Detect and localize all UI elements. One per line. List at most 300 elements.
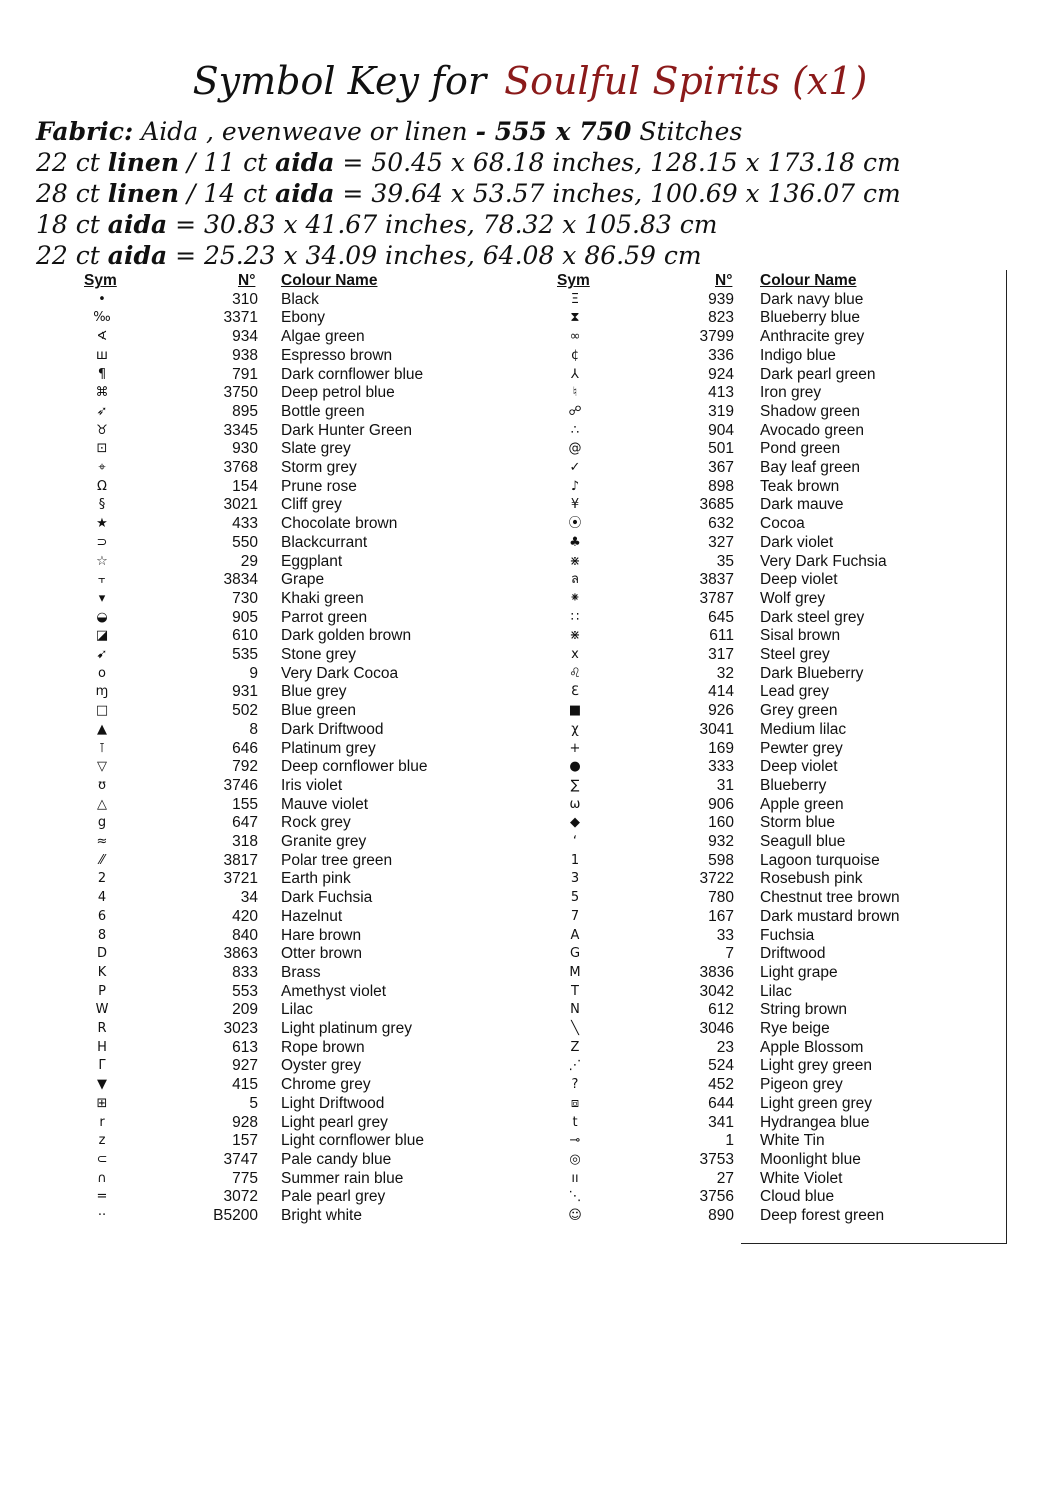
- colour-name: Dark mustard brown: [760, 907, 900, 925]
- count-text: 18 ct: [36, 210, 108, 239]
- count-text: 28 ct: [36, 179, 108, 208]
- stitch-symbol: Ξ: [570, 291, 580, 307]
- stitch-symbol: ▼: [97, 1077, 107, 1093]
- stitch-symbol: ♌: [569, 665, 581, 681]
- stitch-symbol: 4: [97, 890, 107, 906]
- colour-name: Earth pink: [281, 870, 351, 888]
- floss-number: 35: [716, 552, 734, 570]
- floss-number: 333: [708, 758, 734, 776]
- stitch-symbol: T: [571, 983, 579, 999]
- colour-name: Rosebush pink: [760, 870, 863, 888]
- key-row: [0, 1132, 1000, 1151]
- key-row: [0, 1170, 1000, 1189]
- key-row: [0, 496, 1000, 515]
- stitch-symbol: g: [97, 815, 107, 831]
- colour-name: Cliff grey: [281, 496, 342, 514]
- stitch-count: 555 x 750: [494, 117, 632, 146]
- floss-number: 780: [708, 889, 734, 907]
- floss-number: 613: [232, 1038, 258, 1056]
- colour-name: Deep violet: [760, 758, 838, 776]
- key-row: [0, 814, 1000, 833]
- colour-name: Dark Blueberry: [760, 664, 864, 682]
- colour-name: White Violet: [760, 1169, 843, 1187]
- colour-name: Hydrangea blue: [760, 1113, 870, 1131]
- floss-number: 775: [232, 1169, 258, 1187]
- colour-name: Espresso brown: [281, 346, 393, 364]
- stitch-symbol: @: [568, 441, 582, 457]
- stitch-symbol: o: [98, 665, 106, 681]
- stitch-symbol: R: [97, 1021, 107, 1036]
- stitch-symbol: 2: [97, 871, 107, 887]
- floss-number: 3021: [223, 496, 258, 514]
- key-row: [0, 384, 1000, 403]
- floss-number: 154: [232, 477, 258, 495]
- floss-number: 553: [232, 982, 258, 1000]
- colour-name: Dark violet: [760, 533, 834, 551]
- stitch-symbol: ıı: [571, 1170, 579, 1186]
- floss-number: 904: [708, 421, 734, 439]
- key-row: [0, 590, 1000, 609]
- colour-name: Blue green: [281, 702, 356, 720]
- colour-name: Brass: [281, 963, 321, 981]
- floss-number: 924: [708, 365, 734, 383]
- key-row: [0, 534, 1000, 553]
- colour-name: Lilac: [760, 982, 792, 1000]
- colour-name: Pale candy blue: [281, 1150, 392, 1168]
- colour-name: Dark cornflower blue: [281, 365, 424, 383]
- stitch-symbol: ☍: [568, 403, 582, 419]
- fabric-type: linen: [107, 148, 180, 177]
- floss-number: 155: [232, 795, 258, 813]
- stitch-symbol: ➶: [96, 403, 108, 419]
- stitch-symbol: ω: [569, 796, 581, 812]
- colour-name: Moonlight blue: [760, 1150, 861, 1168]
- stitch-symbol: 6: [97, 908, 107, 924]
- colour-name: Slate grey: [281, 440, 351, 458]
- stitch-symbol: ▽: [97, 759, 107, 775]
- key-row: [0, 683, 1000, 702]
- key-row: [0, 627, 1000, 646]
- floss-number: 3072: [223, 1188, 258, 1206]
- page-title: [0, 58, 1060, 104]
- floss-number: 906: [708, 795, 734, 813]
- colour-name: Blackcurrant: [281, 533, 368, 551]
- colour-name: Sisal brown: [760, 627, 841, 645]
- key-row: [0, 553, 1000, 572]
- key-row: [0, 328, 1000, 347]
- floss-number: 791: [232, 365, 258, 383]
- key-row: [0, 646, 1000, 665]
- floss-number: 169: [708, 739, 734, 757]
- stitch-symbol: ☆: [96, 553, 108, 569]
- stitch-suffix: Stitches: [631, 117, 743, 146]
- colour-name: White Tin: [760, 1132, 825, 1150]
- stitch-symbol: ⊸: [569, 1133, 581, 1149]
- fabric-line-5: [36, 240, 1046, 271]
- stitch-symbol: △: [97, 796, 107, 812]
- stitch-symbol: ⋇: [569, 628, 581, 644]
- floss-number: 612: [708, 1001, 734, 1019]
- fabric-type: aida: [107, 241, 168, 270]
- key-row: [0, 721, 1000, 740]
- fabric-type: aida: [275, 179, 335, 208]
- size-text: = 30.83 x 41.67 inches, 78.32 x 105.83 cm: [167, 210, 718, 239]
- key-row: [0, 889, 1000, 908]
- stitch-symbol: M: [569, 964, 581, 980]
- floss-number: 895: [232, 402, 258, 420]
- floss-number: 3787: [699, 589, 734, 607]
- stitch-symbol: ∩: [97, 1170, 107, 1186]
- stitch-symbol: A: [570, 927, 580, 943]
- colour-name: Lilac: [281, 1001, 313, 1019]
- colour-name: Medium lilac: [760, 720, 847, 738]
- stitch-symbol: ◪: [95, 628, 109, 644]
- floss-number: 823: [708, 309, 734, 327]
- key-row: [0, 1114, 1000, 1133]
- colour-name: Apple Blossom: [760, 1038, 864, 1056]
- floss-number: 934: [232, 328, 258, 346]
- key-row: [0, 422, 1000, 441]
- floss-number: 939: [708, 290, 734, 308]
- fabric-line-3: [36, 178, 1046, 209]
- stitch-symbol: ╲: [571, 1021, 579, 1036]
- stitch-symbol: ล: [571, 572, 579, 588]
- stitch-symbol: G: [569, 946, 581, 962]
- stitch-symbol: r: [99, 1114, 105, 1130]
- floss-number: 420: [232, 907, 258, 925]
- stitch-symbol: ♮: [572, 385, 578, 401]
- key-row: [0, 833, 1000, 852]
- floss-number: 632: [708, 515, 734, 533]
- colour-name: Chestnut tree brown: [760, 889, 900, 907]
- colour-name: Light grey green: [760, 1057, 873, 1075]
- size-text: = 25.23 x 34.09 inches, 64.08 x 86.59 cm: [167, 241, 702, 270]
- colour-name: Summer rain blue: [281, 1169, 404, 1187]
- key-row: [0, 403, 1000, 422]
- stitch-symbol: ⊃: [96, 534, 108, 550]
- floss-number: 840: [232, 926, 258, 944]
- colour-name: Parrot green: [281, 608, 368, 626]
- floss-number: 167: [708, 907, 734, 925]
- key-row: [0, 1151, 1000, 1170]
- key-row: [0, 459, 1000, 478]
- fabric-line-2: [36, 147, 1046, 178]
- colour-name: Chrome grey: [281, 1076, 371, 1094]
- stitch-symbol: ✓: [569, 460, 581, 475]
- floss-number: 327: [708, 533, 734, 551]
- colour-name: Mauve violet: [281, 795, 369, 813]
- colour-name: Eggplant: [281, 552, 343, 570]
- header-num-right: N°: [715, 272, 733, 289]
- stitch-symbol: ⋱: [568, 1189, 582, 1205]
- floss-number: 415: [232, 1076, 258, 1094]
- title-pattern-name: Soulful Spirits (x1): [504, 59, 868, 103]
- stitch-symbol: ¶: [97, 366, 107, 382]
- floss-number: 730: [232, 589, 258, 607]
- colour-name: Dark steel grey: [760, 608, 865, 626]
- colour-name: Lead grey: [760, 683, 829, 701]
- stitch-symbol: ◎: [569, 1151, 581, 1167]
- stitch-symbol: Ω: [97, 478, 107, 494]
- colour-name: Pewter grey: [760, 739, 843, 757]
- floss-number: 413: [708, 384, 734, 402]
- colour-name: Light platinum grey: [281, 1020, 412, 1037]
- colour-name: Fuchsia: [760, 926, 815, 944]
- stitch-symbol: Γ: [98, 1058, 106, 1074]
- floss-number: 645: [708, 608, 734, 626]
- colour-name: Khaki green: [281, 589, 364, 607]
- key-row: [0, 1057, 1000, 1076]
- stitch-symbol: ♉: [96, 422, 108, 438]
- stitch-symbol: ⫟: [98, 572, 106, 588]
- colour-name: Iris violet: [281, 776, 343, 794]
- floss-number: 3345: [223, 421, 258, 439]
- key-row: [0, 440, 1000, 459]
- colour-name: Lagoon turquoise: [760, 851, 880, 869]
- stitch-symbol: χ: [571, 721, 579, 737]
- key-row: [0, 758, 1000, 777]
- header-name-left: Colour Name: [281, 272, 378, 289]
- stitch-symbol: ɱ: [95, 684, 109, 700]
- stitch-symbol: +: [569, 740, 581, 756]
- floss-number: 550: [232, 533, 258, 551]
- stitch-symbol: 5: [570, 890, 580, 906]
- stitch-symbol: ●: [569, 759, 581, 775]
- colour-name: Dark golden brown: [281, 627, 412, 645]
- floss-number: 3746: [223, 776, 258, 794]
- floss-number: 932: [708, 833, 734, 850]
- floss-number: 646: [232, 739, 258, 757]
- colour-name: Light cornflower blue: [281, 1132, 425, 1150]
- key-row: [0, 366, 1000, 385]
- floss-number: 3722: [699, 870, 734, 888]
- key-row: [0, 927, 1000, 946]
- floss-number: 414: [708, 683, 734, 701]
- colour-name: Storm blue: [760, 814, 835, 832]
- stitch-symbol: ℇ: [571, 684, 579, 700]
- colour-name: Wolf grey: [760, 589, 826, 607]
- colour-name: Cocoa: [760, 515, 805, 533]
- floss-number: 928: [232, 1113, 258, 1131]
- stitch-symbol: ⌖: [98, 460, 106, 475]
- colour-name: Deep cornflower blue: [281, 758, 428, 776]
- title-prefix: Symbol Key for: [192, 59, 487, 103]
- key-row: [0, 1001, 1000, 1020]
- stitch-symbol: ♣: [569, 534, 581, 550]
- stitch-symbol: ◆: [570, 815, 580, 831]
- floss-number: 3863: [223, 945, 258, 963]
- stitch-symbol: ▾: [98, 590, 106, 606]
- stitch-symbol: ⋰: [568, 1058, 582, 1074]
- colour-name: Granite grey: [281, 833, 367, 850]
- floss-number: 209: [232, 1001, 258, 1019]
- floss-number: 3023: [223, 1020, 258, 1037]
- stitch-symbol: 7: [570, 908, 580, 924]
- floss-number: 367: [708, 459, 734, 476]
- colour-name: Blueberry blue: [760, 309, 860, 327]
- floss-number: 23: [716, 1038, 734, 1056]
- colour-name: Bay leaf green: [760, 459, 860, 476]
- colour-name: Dark mauve: [760, 496, 844, 514]
- stitch-symbol: ⊺: [98, 740, 106, 756]
- fabric-types: Aida , evenweave or linen: [133, 117, 476, 146]
- colour-name: Steel grey: [760, 646, 830, 663]
- key-row: [0, 964, 1000, 983]
- floss-number: 341: [708, 1113, 734, 1131]
- colour-name: Iron grey: [760, 384, 822, 402]
- key-row: [0, 852, 1000, 871]
- floss-number: 310: [232, 290, 258, 308]
- header-num-left: N°: [238, 272, 256, 289]
- stitch-symbol: ⋇: [569, 553, 581, 569]
- key-row: [0, 796, 1000, 815]
- stitch-symbol: Z: [570, 1039, 580, 1055]
- stitch-symbol: N: [570, 1002, 580, 1018]
- key-row: [0, 309, 1000, 328]
- floss-number: 3046: [699, 1020, 734, 1037]
- fabric-type: aida: [275, 148, 335, 177]
- colour-name: Rope brown: [281, 1038, 365, 1056]
- stitch-symbol: ¥: [570, 497, 580, 513]
- floss-number: 931: [232, 683, 258, 701]
- colour-name: Cloud blue: [760, 1188, 835, 1206]
- count-text: / 14 ct: [179, 179, 276, 208]
- floss-number: 898: [708, 477, 734, 495]
- floss-number: 3685: [699, 496, 734, 514]
- stitch-symbol: ★: [96, 516, 108, 532]
- floss-number: 647: [232, 814, 258, 832]
- colour-name: Deep petrol blue: [281, 384, 395, 402]
- floss-number: 890: [708, 1207, 734, 1224]
- key-row: [0, 478, 1000, 497]
- stitch-symbol: ⊂: [96, 1151, 108, 1167]
- stitch-symbol: ‰: [93, 310, 111, 326]
- colour-name: Dark Driftwood: [281, 720, 384, 738]
- stitch-symbol: ¢: [570, 347, 580, 363]
- stitch-symbol: ʻ: [572, 834, 578, 849]
- stitch-symbol: §: [98, 497, 106, 513]
- colour-name: Stone grey: [281, 646, 356, 663]
- key-row: [0, 291, 1000, 310]
- stitch-symbol: ▲: [97, 721, 107, 737]
- colour-name: Very Dark Fuchsia: [760, 552, 887, 570]
- count-text: / 11 ct: [179, 148, 276, 177]
- colour-name: Grey green: [760, 702, 838, 720]
- stitch-symbol: ⅄: [571, 366, 579, 382]
- table-bottom-border: [741, 1243, 1007, 1244]
- colour-name: Dark Fuchsia: [281, 889, 373, 907]
- floss-number: 3756: [699, 1188, 734, 1206]
- key-row: [0, 1076, 1000, 1095]
- stitch-symbol: 3: [570, 871, 580, 887]
- floss-number: 3753: [699, 1150, 734, 1168]
- floss-number: 7: [725, 945, 734, 963]
- floss-number: 27: [716, 1169, 734, 1187]
- size-text: = 39.64 x 53.57 inches, 100.69 x 136.07 cm: [334, 179, 901, 208]
- floss-number: 610: [232, 627, 258, 645]
- stitch-symbol: ⁕: [569, 590, 581, 606]
- stitch-symbol: ⁄⁄: [99, 852, 105, 868]
- floss-number: 926: [708, 702, 734, 720]
- floss-number: 160: [708, 814, 734, 832]
- colour-name: Dark pearl green: [760, 365, 876, 383]
- floss-number: 157: [232, 1132, 258, 1150]
- colour-name: Hare brown: [281, 926, 362, 944]
- floss-number: 9: [249, 664, 258, 682]
- header-name-right: Colour Name: [760, 272, 857, 289]
- colour-name: Dark navy blue: [760, 290, 864, 308]
- size-text: = 50.45 x 68.18 inches, 128.15 x 173.18 cm: [334, 148, 901, 177]
- colour-name: Bright white: [281, 1207, 362, 1224]
- colour-name: Hazelnut: [281, 907, 343, 925]
- stitch-symbol: ⦿: [568, 516, 582, 532]
- floss-number: 33: [716, 926, 734, 944]
- colour-name: Chocolate brown: [281, 515, 398, 533]
- stitch-symbol: ∴: [570, 422, 580, 438]
- floss-number: 317: [708, 646, 734, 663]
- floss-number: 1: [725, 1132, 734, 1150]
- floss-number: 3371: [223, 309, 258, 327]
- colour-name: Rock grey: [281, 814, 351, 832]
- colour-name: Pigeon grey: [760, 1076, 843, 1094]
- colour-name: Anthracite grey: [760, 328, 865, 346]
- floss-number: 501: [708, 440, 734, 458]
- stitch-symbol: =: [96, 1189, 108, 1205]
- floss-number: 433: [232, 515, 258, 533]
- count-text: 22 ct: [36, 148, 108, 177]
- colour-name: String brown: [760, 1001, 848, 1019]
- colour-name: Seagull blue: [760, 833, 846, 850]
- key-row: [0, 1020, 1000, 1039]
- colour-name: Deep violet: [760, 571, 838, 589]
- colour-name: Avocado green: [760, 421, 864, 439]
- floss-number: 3834: [223, 571, 258, 589]
- header-sym-left: Sym: [84, 272, 117, 289]
- stitch-symbol: ⧗: [570, 310, 580, 326]
- colour-name: Apple green: [760, 795, 844, 813]
- colour-name: Algae green: [281, 328, 365, 346]
- stitch-symbol: ➹: [96, 647, 108, 662]
- colour-name: Very Dark Cocoa: [281, 664, 399, 682]
- key-row: [0, 665, 1000, 684]
- floss-number: 792: [232, 758, 258, 776]
- stitch-symbol: H: [97, 1039, 107, 1055]
- floss-number: 29: [240, 552, 258, 570]
- colour-name: Driftwood: [760, 945, 826, 963]
- floss-number: 5: [249, 1094, 258, 1112]
- stitch-symbol: ☺: [568, 1208, 582, 1223]
- table-right-border: [1006, 270, 1007, 1244]
- key-row: [0, 1188, 1000, 1207]
- colour-name: Light grape: [760, 963, 838, 981]
- floss-number: 3750: [223, 384, 258, 402]
- floss-number: 644: [708, 1094, 734, 1112]
- stitch-symbol: ʊ: [97, 777, 107, 793]
- key-row: [0, 1095, 1000, 1114]
- key-row: [0, 1207, 1000, 1226]
- colour-name: Light pearl grey: [281, 1113, 388, 1131]
- floss-number: 598: [708, 851, 734, 869]
- floss-number: 938: [232, 346, 258, 364]
- fabric-dash: -: [475, 117, 495, 146]
- floss-number: 3799: [699, 328, 734, 346]
- stitch-symbol: x: [571, 647, 579, 662]
- floss-number: 3837: [699, 571, 734, 589]
- floss-number: 930: [232, 440, 258, 458]
- colour-name: Dark Hunter Green: [281, 421, 412, 439]
- floss-number: 336: [708, 346, 734, 364]
- key-row: [0, 515, 1000, 534]
